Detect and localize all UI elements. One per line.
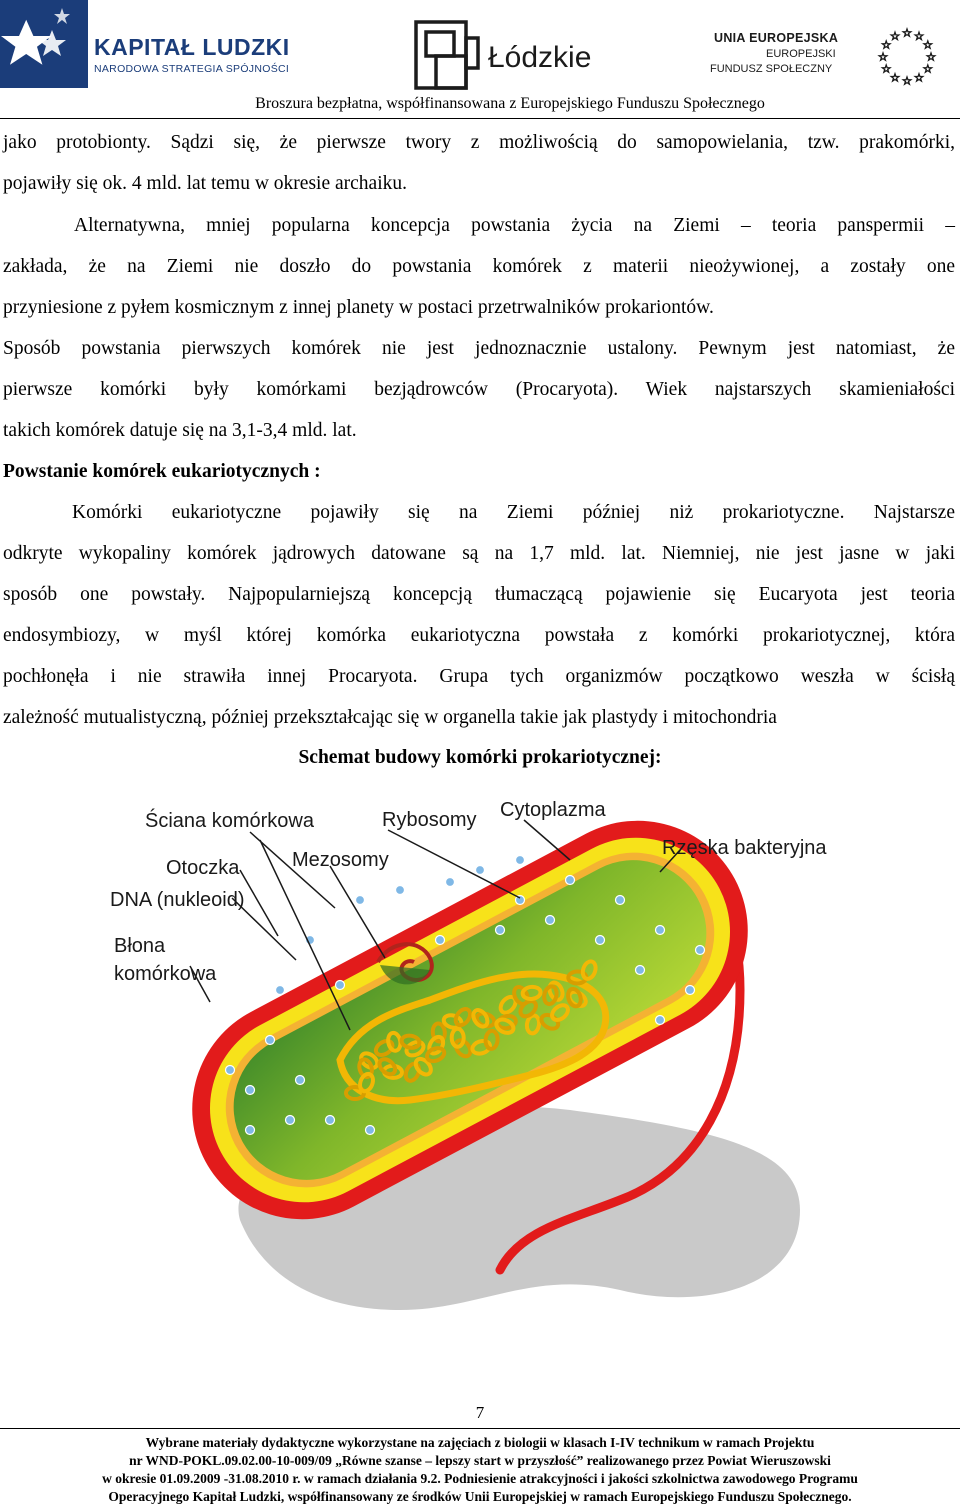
eu-star-icon bbox=[882, 41, 890, 48]
text-line: Komórki eukariotyczne pojawiły się na Ziemi później niż prokariotyczne. Najstarsze bbox=[72, 502, 955, 523]
text-line: odkryte wykopaliny komórek jądrowych datowane są na 1,7 mld. lat. Niemniej, nie jest jasne w jaki bbox=[3, 543, 955, 564]
logo-unia-europejska bbox=[704, 22, 960, 92]
label-capsule: Otoczka bbox=[166, 857, 240, 879]
text-line: zakłada, że na Ziemi nie doszło do powstania komórek z materii nieożywionej, a zostały one bbox=[3, 256, 955, 277]
page-number: 7 bbox=[475, 1403, 485, 1422]
diagram-title: Schemat budowy komórki prokariotycznej: bbox=[298, 747, 662, 768]
logo-center-name: Łódzkie bbox=[488, 41, 592, 74]
eu-star-icon bbox=[903, 29, 911, 36]
footer-line: w okresie 01.09.2009 -31.08.2010 r. w ramach działania 9.2. Podniesienie atrakcyjności i jakości szkolnictwa zawodowego Programu bbox=[102, 1471, 858, 1486]
text-line: zależność mutualistyczną, później przekształcając się w organella takie jak plastydy i mitochondria bbox=[3, 707, 777, 728]
eu-star-icon bbox=[891, 32, 899, 39]
eu-star-icon bbox=[924, 41, 932, 48]
eu-star-icon bbox=[903, 77, 911, 84]
text-line: pojawiły się ok. 4 mld. lat temu w okresie archaiku. bbox=[3, 173, 407, 194]
eu-star-icon bbox=[882, 65, 890, 72]
ribosome bbox=[546, 916, 555, 925]
label-membrane-2: komórkowa bbox=[114, 963, 217, 985]
header-divider bbox=[0, 118, 960, 119]
logo-kapital-ludzki bbox=[0, 0, 330, 90]
eu-star-icon bbox=[879, 53, 887, 60]
ribosome bbox=[616, 896, 625, 905]
eu-star-icon bbox=[927, 53, 935, 60]
ribosome bbox=[566, 876, 575, 885]
eu-star-icon bbox=[915, 74, 923, 81]
text-line: takich komórek datuje się na 3,1-3,4 mld. lat. bbox=[3, 420, 357, 441]
ribosome bbox=[636, 966, 645, 975]
logo-lodzkie bbox=[412, 18, 632, 94]
label-flagellum: Rzęska bakteryjna bbox=[662, 837, 827, 859]
logo-left-title: KAPITAŁ LUDZKI bbox=[94, 34, 290, 60]
label-ribosomes: Rybosomy bbox=[382, 809, 477, 831]
logo-right-line1: UNIA EUROPEJSKA bbox=[714, 31, 839, 45]
ribosome bbox=[336, 981, 345, 990]
footer-line: nr WND-POKL.09.02.00-10-009/09 „Równe szanse – lepszy start w przyszłość” realizowanego przez Powiat Wieruszowski bbox=[129, 1453, 831, 1468]
ribosome bbox=[436, 936, 445, 945]
eu-star-icon bbox=[915, 32, 923, 39]
ribosome bbox=[226, 1066, 235, 1075]
eu-star-icon bbox=[924, 65, 932, 72]
ribosome bbox=[446, 878, 455, 887]
prokaryotic-cell-diagram bbox=[100, 790, 860, 1350]
ribosome bbox=[686, 986, 695, 995]
footer-line: Operacyjnego Kapitał Ludzki, współfinansowany ze środków Unii Europejskiej w ramach Europejskiego Funduszu Społecznego. bbox=[108, 1489, 852, 1504]
text-line: jako protobionty. Sądzi się, że pierwsze twory z możliwością do samopowielania, tzw. prakomórki, bbox=[3, 132, 955, 153]
label-mesosomes: Mezosomy bbox=[292, 849, 389, 871]
text-line: Sposób powstania pierwszych komórek nie jest jednoznacznie ustalony. Pewnym jest natomiast, że bbox=[3, 338, 955, 359]
header-note: Broszura bezpłatna, współfinansowana z Europejskiego Funduszu Społecznego bbox=[255, 95, 765, 112]
ribosome bbox=[356, 896, 365, 905]
ribosome bbox=[326, 1116, 335, 1125]
kapital-ludzki-emblem-icon bbox=[0, 0, 90, 90]
label-cytoplasm: Cytoplazma bbox=[500, 799, 606, 821]
footer-line: Wybrane materiały dydaktyczne wykorzystane na zajęciach z biologii w klasach I-IV technikum w ramach Projektu bbox=[145, 1435, 815, 1450]
text-line: Alternatywna, mniej popularna koncepcja powstania życia na Ziemi – teoria panspermii – bbox=[74, 215, 955, 236]
ribosome bbox=[496, 926, 505, 935]
ribosome bbox=[286, 1116, 295, 1125]
footer-divider bbox=[0, 1428, 960, 1429]
section-heading: Powstanie komórek eukariotycznych : bbox=[3, 461, 321, 482]
logo-left-subtitle: NARODOWA STRATEGIA SPÓJNOŚCI bbox=[94, 63, 290, 75]
logo-right-line2: EUROPEJSKI bbox=[766, 48, 836, 60]
ribosome bbox=[276, 986, 285, 995]
label-cell-wall: Ściana komórkowa bbox=[145, 810, 314, 832]
logo-right-line3: FUNDUSZ SPOŁECZNY bbox=[710, 63, 833, 75]
ribosome bbox=[296, 1076, 305, 1085]
text-line: przyniesione z pyłem kosmicznym z innej planety w postaci przetrwalników prokariontów. bbox=[3, 297, 714, 318]
ribosome bbox=[656, 926, 665, 935]
ribosome bbox=[246, 1126, 255, 1135]
ribosome bbox=[696, 946, 705, 955]
text-line: pierwsze komórki były komórkami bezjądrowców (Procaryota). Wiek najstarszych skamieniałości bbox=[3, 379, 955, 400]
label-membrane-1: Błona bbox=[114, 935, 166, 957]
ribosome bbox=[596, 936, 605, 945]
ribosome bbox=[656, 1016, 665, 1025]
text-line: endosymbiozy, w myśl której komórka eukariotyczna powstała z komórki prokariotycznej, która bbox=[3, 625, 955, 646]
text-line: pochłonęła i nie strawiła innej Procaryota. Grupa tych organizmów początkowo weszła w ścisłą bbox=[3, 666, 955, 687]
eu-star-icon bbox=[891, 74, 899, 81]
ribosome bbox=[366, 1126, 375, 1135]
eu-stars-icon bbox=[872, 22, 942, 92]
label-dna: DNA (nukleoid) bbox=[110, 889, 245, 911]
ribosome bbox=[476, 866, 485, 875]
text-line: sposób one powstały. Najpopularniejszą koncepcją tłumaczącą pojawienie się Eucaryota jest teoria bbox=[3, 584, 955, 605]
ribosome bbox=[516, 856, 525, 865]
ribosome bbox=[266, 1036, 275, 1045]
ribosome bbox=[246, 1086, 255, 1095]
ribosome bbox=[396, 886, 405, 895]
lodzkie-emblem-icon bbox=[412, 18, 482, 94]
